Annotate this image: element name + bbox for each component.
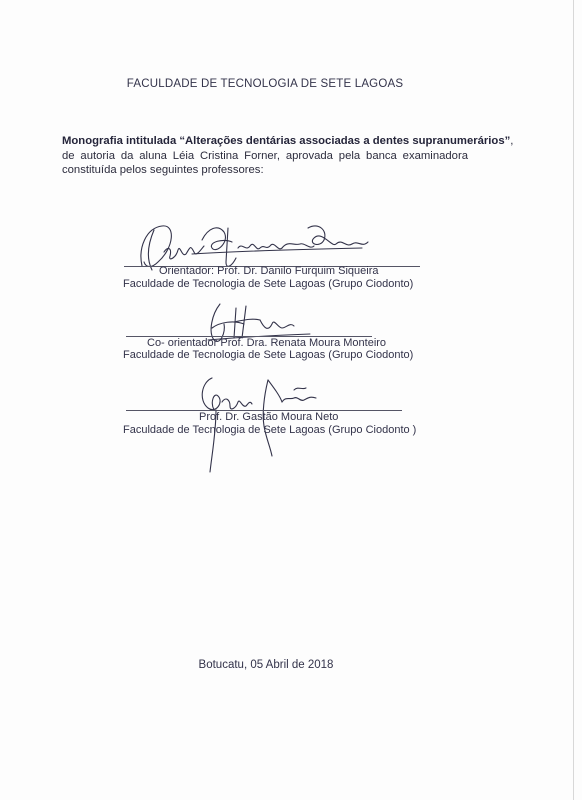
title-comma: , xyxy=(510,135,514,147)
statement-line-2: de autoria da aluna Léia Cristina Forner, aprovada pela banca examinadora xyxy=(62,149,468,162)
monograph-title: “Alterações dentárias associadas a dentes supranumerários” xyxy=(179,135,511,147)
advisor-affiliation: Faculdade de Tecnologia de Sete Lagoas (Grupo Ciodonto) xyxy=(123,278,414,290)
examiner-name: Prof. Dr. Gastão Moura Neto xyxy=(199,411,339,423)
scan-edge-line xyxy=(573,0,574,800)
coadvisor-name: Co- orientador Prof. Dra. Renata Moura Monteiro xyxy=(147,337,387,349)
examiner-affiliation: Faculdade de Tecnologia de Sete Lagoas (Grupo Ciodonto ) xyxy=(123,424,417,436)
place-and-date: Botucatu, 05 Abril de 2018 xyxy=(198,659,334,671)
advisor-name: Orientador: Prof. Dr. Danilo Furquim Siqueira xyxy=(159,265,379,277)
statement-line-1 xyxy=(62,134,514,149)
statement-line-3: constituída pelos seguintes professores: xyxy=(62,164,264,176)
approval-statement xyxy=(62,134,514,178)
institution-header: FACULDADE DE TECNOLOGIA DE SETE LAGOAS xyxy=(126,78,404,90)
monograph-label: Monografia intitulada xyxy=(62,135,177,147)
coadvisor-affiliation: Faculdade de Tecnologia de Sete Lagoas (Grupo Ciodonto) xyxy=(123,349,414,361)
